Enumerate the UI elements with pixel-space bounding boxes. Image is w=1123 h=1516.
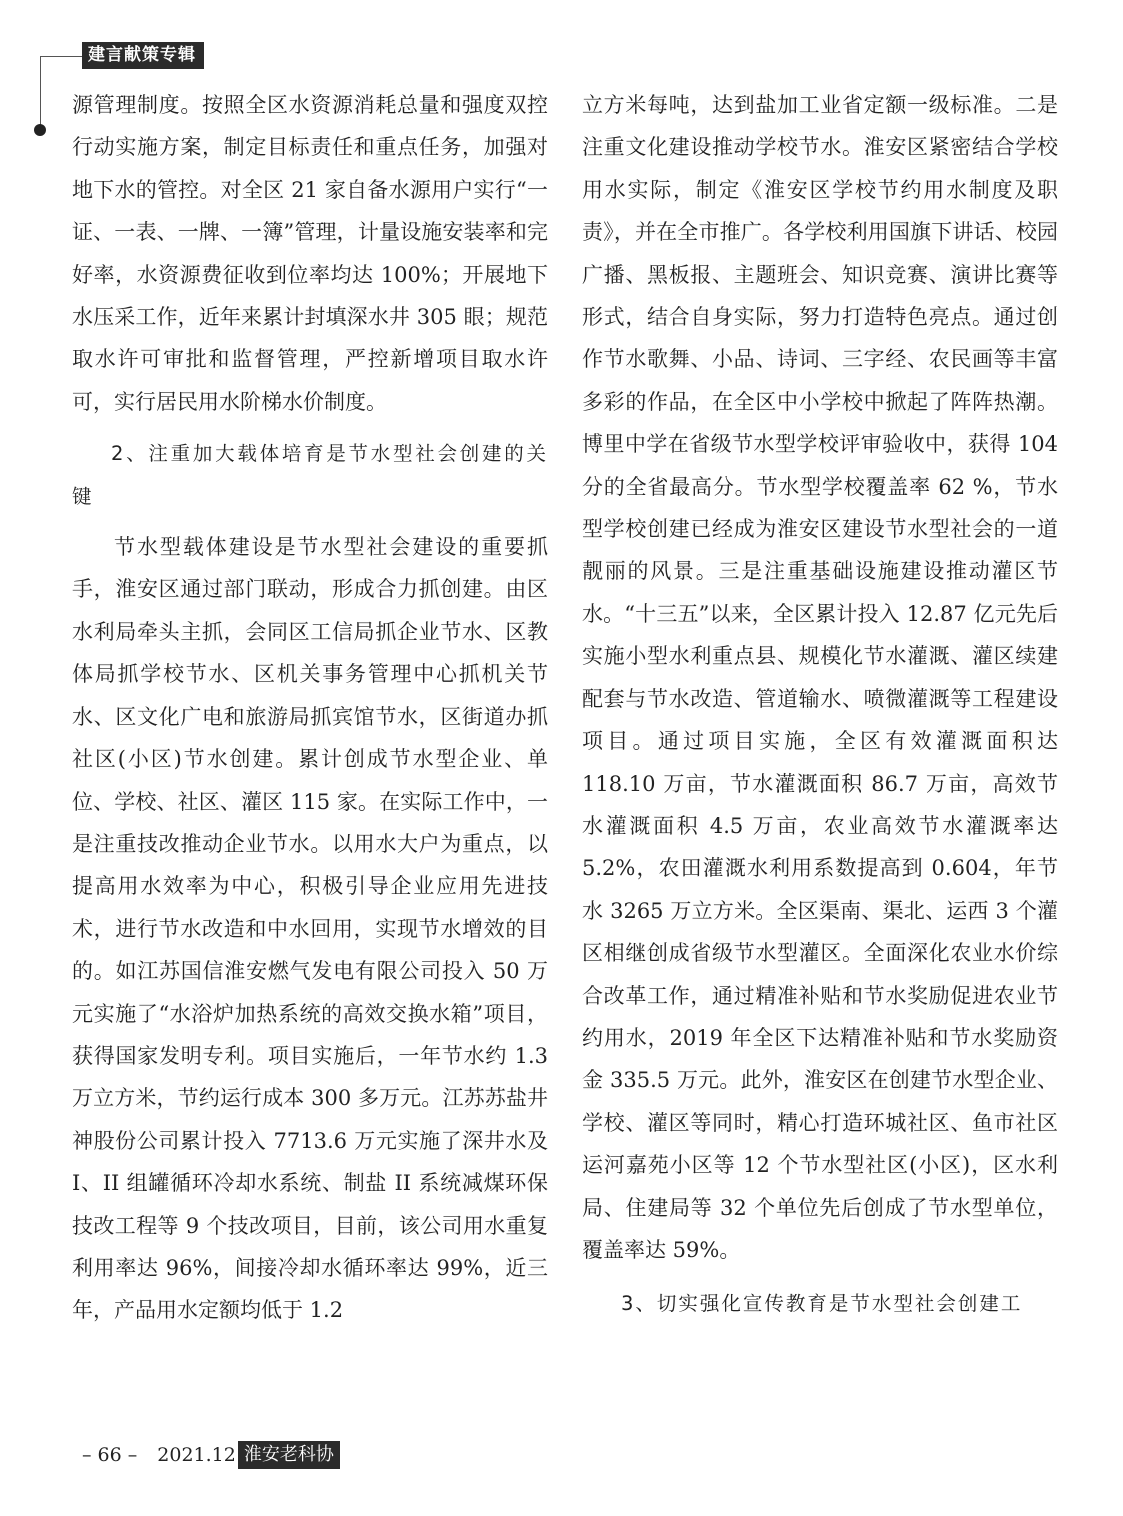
header-decoration-vertical-line <box>40 56 41 128</box>
page-number: – 66 – <box>82 1444 138 1466</box>
left-paragraph-1: 源管理制度。按照全区水资源消耗总量和强度双控行动实施方案，制定目标责任和重点任务，加强对地下水的管控。对全区 21 家自备水源用户实行“一证、一表、一牌、一簿”管理，计量设施安装率和完好率，水资源费征收到位率均达 100%；开展地下水压采工作，近年来累计封填深水井 305 眼；规范取水许可审批和监督管理，严控新增项目取水许可，实行居民用水阶梯水价制度。 <box>72 93 548 414</box>
header-decoration-line <box>40 56 82 57</box>
header-decoration-dot <box>34 124 46 136</box>
left-paragraph-2: 节水型载体建设是节水型社会建设的重要抓手，淮安区通过部门联动，形成合力抓创建。由区水利局牵头主抓，会同区工信局抓企业节水、区教体局抓学校节水、区机关事务管理中心抓机关节水、区文化广电和旅游局抓宾馆节水，区街道办抓社区(小区)节水创建。累计创成节水型企业、单位、学校、社区、灌区 115 家。在实际工作中，一是注重技改推动企业节水。以用水大户为重点，以提高用水效率为中心，积极引导企业应用先进技术，进行节水改造和中水回用，实现节水增效的目的。如江苏国信淮安燃气发电有限公司投入 50 万元实施了“水浴炉加热系统的高效交换水箱”项目，获得国家发明专利。项目实施后，一年节水约 1.3 万立方米，节约运行成本 300 多万元。江苏苏盐井神股份公司累计投入 7713.6 万元实施了深井水及 I、II 组罐循环冷却水系统、制盐 II 系统减煤环保技改工程等 9 个技改项目，目前，该公司用水重复利用率达 96%，间接冷却水循环率达 99%，近三年，产品用水定额均低于 1.2 <box>72 535 548 1323</box>
right-paragraph-1: 立方米每吨，达到盐加工业省定额一级标准。二是注重文化建设推动学校节水。淮安区紧密结合学校用水实际，制定《淮安区学校节约用水制度及职责》，并在全市推广。各学校利用国旗下讲话、校园广播、黑板报、主题班会、知识竞赛、演讲比赛等形式，结合自身实际，努力打造特色亮点。通过创作节水歌舞、小品、诗词、三字经、农民画等丰富多彩的作品，在全区中小学校中掀起了阵阵热潮。博里中学在省级节水型学校评审验收中，获得 104 分的全省最高分。节水型学校覆盖率 62 %，节水型学校创建已经成为淮安区建设节水型社会的一道靓丽的风景。三是注重基础设施建设推动灌区节水。“十三五”以来，全区累计投入 12.87 亿元先后实施小型水利重点县、规模化节水灌溉、灌区续建配套与节水改造、管道输水、喷微灌溉等工程建设项目。通过项目实施，全区有效灌溉面积达 118.10 万亩，节水灌溉面积 86.7 万亩，高效节水灌溉面积 4.5 万亩，农业高效节水灌溉率达 5.2%，农田灌溉水利用系数提高到 0.604，年节水 3265 万立方米。全区渠南、渠北、运西 3 个灌区相继创成省级节水型灌区。全面深化农业水价综合改革工作，通过精准补贴和节水奖励促进农业节约用水，2019 年全区下达精准补贴和节水奖励资金 335.5 万元。此外，淮安区在创建节水型企业、学校、灌区等同时，精心打造环城社区、鱼市社区运河嘉苑小区等 12 个节水型社区(小区)，区水利局、住建局等 32 个单位先后创成了节水型单位，覆盖率达 59%。 <box>582 93 1058 1262</box>
right-column <box>582 84 1058 1334</box>
left-column <box>72 84 548 1332</box>
page-footer <box>82 1440 340 1470</box>
section-heading-2: 2、注重加大载体培育是节水型社会创建的关键 <box>72 442 548 508</box>
journal-name: 淮安老科协 <box>238 1441 340 1469</box>
issue-date: 2021.12 <box>157 1444 236 1466</box>
section-tag: 建言献策专辑 <box>82 42 204 69</box>
section-heading-3: 3、切实强化宣传教育是节水型社会创建工 <box>621 1292 1023 1316</box>
